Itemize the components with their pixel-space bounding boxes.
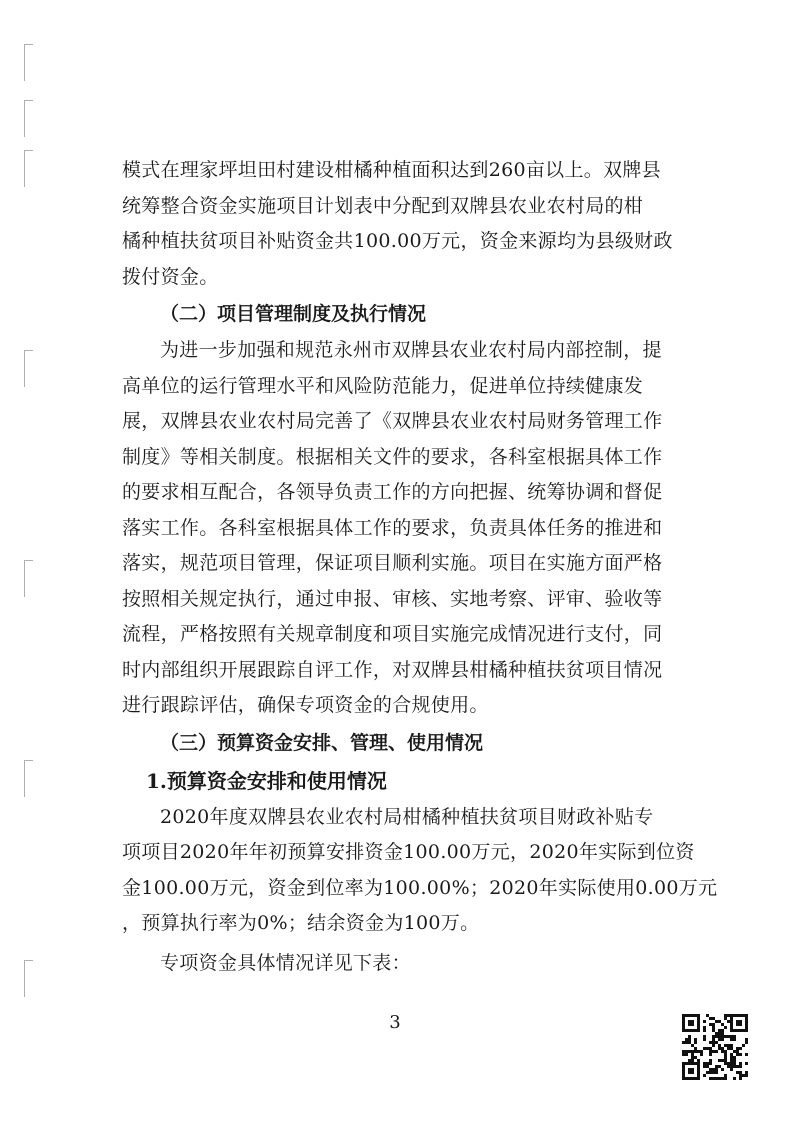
table-intro-text: 专项资金具体情况详见下表： [160, 951, 411, 974]
scan-margin-mark [24, 960, 33, 997]
text-line: 拨付资金。 [122, 265, 219, 288]
document-body [122, 153, 718, 981]
subsection-heading-budget-usage: 1.预算资金安排和使用情况 [146, 768, 387, 793]
scan-margin-mark [24, 100, 33, 137]
section-heading-budget: （三）预算资金安排、管理、使用情况 [160, 731, 484, 754]
section-heading-management: （二）项目管理制度及执行情况 [160, 303, 427, 325]
text-line: 按照相关规定执行，通过申报、审核、实地考察、评审、验收等 [122, 587, 663, 610]
text-line: 2020年度双牌县农业农村局柑橘种植扶贫项目财政补贴专 [160, 805, 654, 828]
text-line: 流程，严格按照有关规章制度和项目实施完成情况进行支付，同 [122, 623, 663, 645]
qr-code-icon [680, 1012, 750, 1082]
text-line: 时内部组织开展跟踪自评工作，对双牌县柑橘种植扶贫项目情况 [122, 658, 663, 681]
text-line: 为进一步加强和规范永州市双牌县农业农村局内部控制，提 [160, 339, 662, 361]
scan-margin-mark [24, 150, 33, 187]
text-line: 制度》等相关制度。根据相关文件的要求，各科室根据具体工作 [122, 445, 663, 468]
scan-margin-mark [24, 350, 33, 387]
text-line: 橘种植扶贫项目补贴资金共100.00万元，资金来源均为县级财政 [122, 230, 673, 252]
paragraph-management [122, 333, 686, 724]
text-line: 金100.00万元，资金到位率为100.00%；2020年实际使用0.00万元 [122, 876, 718, 899]
paragraph-budget [122, 800, 718, 942]
scan-margin-mark [24, 560, 33, 597]
scan-margin-mark [24, 760, 33, 797]
text-line: 落实，规范项目管理，保证项目顺利实施。项目在实施方面严格 [122, 552, 663, 574]
text-line: 的要求相互配合，各领导负责工作的方向把握、统筹协调和督促 [122, 481, 663, 503]
text-line: 进行跟踪评估，确保专项资金的合规使用。 [122, 694, 489, 716]
text-line: ，预算执行率为0%；结余资金为100万。 [122, 912, 480, 934]
text-line: 落实工作。各科室根据具体工作的要求，负责具体任务的推进和 [122, 516, 663, 539]
text-line: 模式在理家坪坦田村建设柑橘种植面积达到260亩以上。双牌县 [122, 159, 661, 181]
text-line: 高单位的运行管理水平和风险防范能力，促进单位持续健康发 [122, 374, 644, 397]
text-line: 项项目2020年年初预算安排资金100.00万元，2020年实际到位资 [122, 841, 695, 863]
text-line: 展，双牌县农业农村局完善了《双牌县农业农村局财务管理工作 [122, 410, 663, 432]
paragraph-planting-funds [122, 153, 686, 295]
text-line: 统筹整合资金实施项目计划表中分配到双牌县农业农村局的柑 [122, 194, 644, 217]
scan-margin-mark [24, 44, 33, 81]
page-number: 3 [389, 1012, 401, 1033]
